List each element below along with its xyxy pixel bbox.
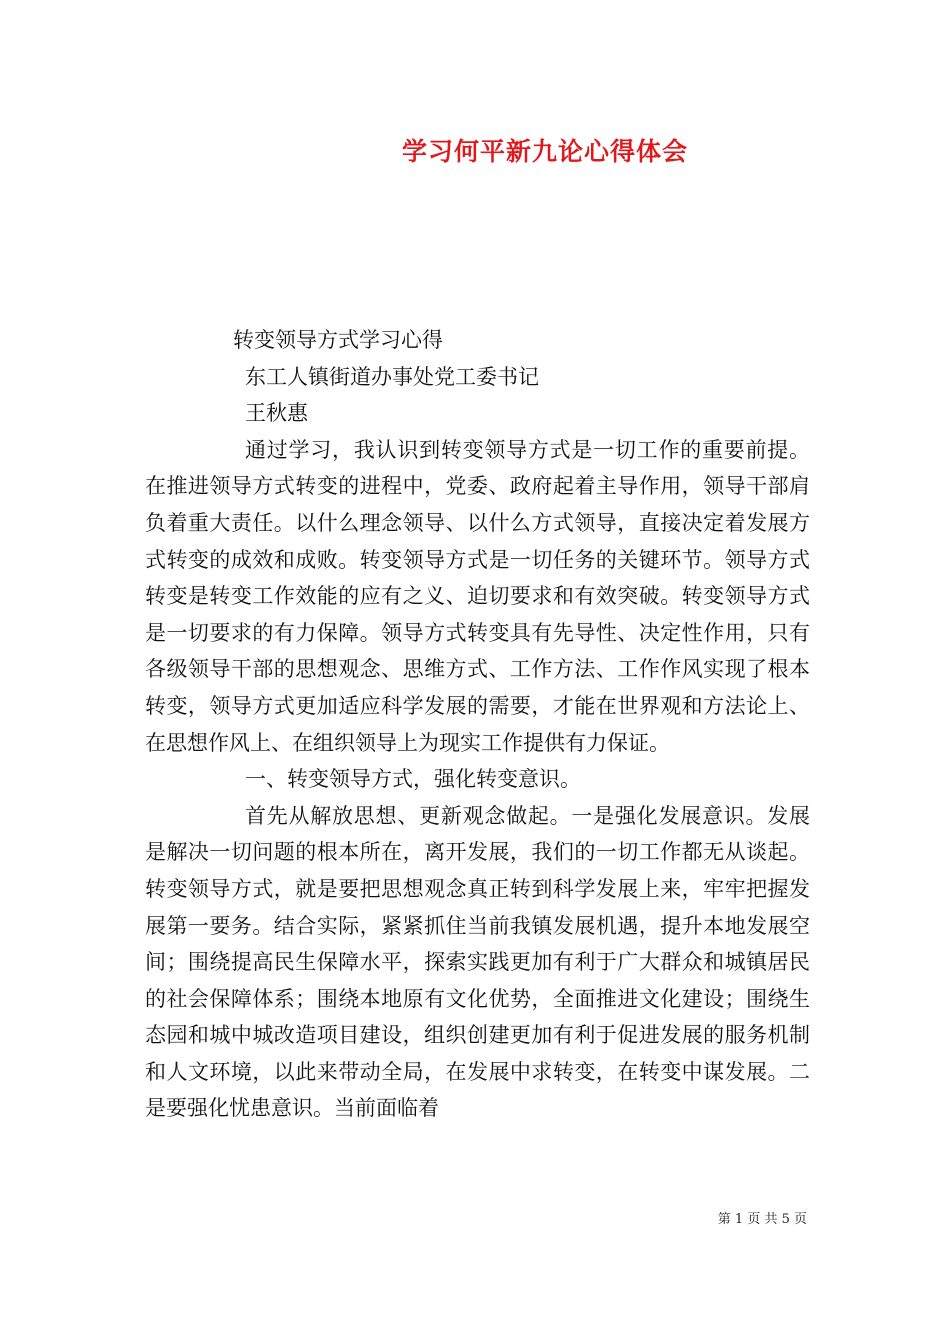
document-title: 学习何平新九论心得体会 bbox=[401, 137, 688, 166]
document-subtitle: 转变领导方式学习心得 bbox=[233, 328, 443, 352]
author-name: 王秋惠 bbox=[245, 401, 308, 426]
paragraph-intro: 通过学习，我认识到转变领导方式是一切工作的重要前提。在推进领导方式转变的进程中，党委、政府起着主导作用，领导干部肩负着重大责任。以什么理念领导、以什么方式领导，直接决定着发展方式转变的成效和成败。转变领导方式是一切任务的关键环节。领导方式转变是转变工作效能的应有之义、迫切要求和有效突破。转变领导方式是一切要求的有力保障。领导方式转变具有先导性、决定性作用，只有各级领导干部的思想观念、思维方式、工作方法、工作作风实现了根本转变，领导方式更加适应科学发展的需要，才能在世界观和方法论上、在思想作风上、在组织领导上为现实工作提供有力保证。 bbox=[145, 437, 810, 755]
author-organization: 东工人镇街道办事处党工委书记 bbox=[245, 364, 539, 389]
section-heading-1: 一、转变领导方式，强化转变意识。 bbox=[245, 767, 581, 792]
page-number: 第 1 页 共 5 页 bbox=[717, 1212, 807, 1227]
document-body bbox=[145, 322, 810, 1127]
paragraph-section-1: 首先从解放思想、更新观念做起。一是强化发展意识。发展是解决一切问题的根本所在，离开发展，我们的一切工作都无从谈起。转变领导方式，就是要把思想观念真正转到科学发展上来，牢牢把握发展第一要务。结合实际，紧紧抓住当前我镇发展机遇，提升本地发展空间；围绕提高民生保障水平，探索实践更加有利于广大群众和城镇居民的社会保障体系；围绕本地原有文化优势，全面推进文化建设；围绕生态园和城中城改造项目建设，组织创建更加有利于促进发展的服务机制和人文环境，以此来带动全局，在发展中求转变，在转变中谋发展。二是要强化忧患意识。当前面临着 bbox=[145, 803, 810, 1121]
